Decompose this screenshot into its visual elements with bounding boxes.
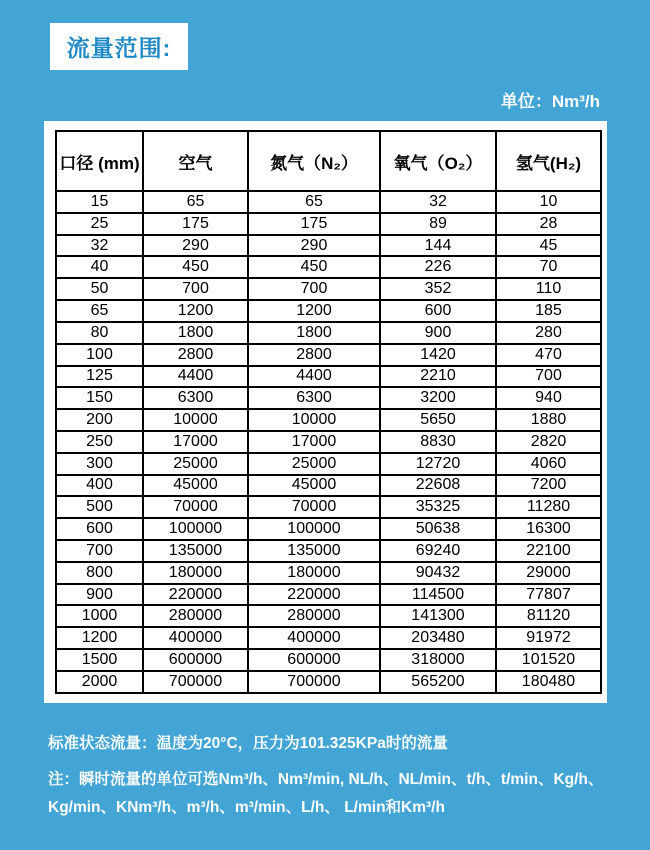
table-cell: 290 <box>248 235 380 257</box>
table-cell: 600000 <box>143 649 248 671</box>
table-cell: 3200 <box>380 387 496 409</box>
table-cell: 220000 <box>248 584 380 606</box>
column-header: 氧气（O₂） <box>380 131 496 191</box>
table-cell: 81120 <box>496 605 601 627</box>
table-cell: 91972 <box>496 627 601 649</box>
table-cell: 565200 <box>380 671 496 693</box>
note-standard-condition: 标准状态流量：温度为20°C，压力为101.325KPa时的流量 <box>48 735 448 752</box>
table-row <box>56 322 601 344</box>
table-row <box>56 300 601 322</box>
table-cell: 2210 <box>380 366 496 388</box>
table-row <box>56 191 601 213</box>
table-cell: 90432 <box>380 562 496 584</box>
note-unit-options: 注：瞬时流量的单位可选Nm³/h、Nm³/min, NL/h、NL/min、t/h、t/min、Kg/h、Kg/min、KNm³/h、m³/h、m³/min、L/h、 L/min和Km³/h <box>48 771 604 816</box>
table-cell: 17000 <box>143 431 248 453</box>
table-cell: 17000 <box>248 431 380 453</box>
table-cell: 25000 <box>248 453 380 475</box>
table-cell: 135000 <box>248 540 380 562</box>
table-cell: 1420 <box>380 344 496 366</box>
table-cell: 22100 <box>496 540 601 562</box>
table-cell: 220000 <box>143 584 248 606</box>
header-row <box>56 131 601 191</box>
table-cell: 700000 <box>248 671 380 693</box>
table-cell: 1200 <box>248 300 380 322</box>
table-panel <box>44 121 607 703</box>
table-cell: 2800 <box>248 344 380 366</box>
table-cell: 1500 <box>56 649 143 671</box>
notes-block <box>48 733 614 822</box>
table-cell: 4400 <box>143 366 248 388</box>
table-cell: 6300 <box>248 387 380 409</box>
table-cell: 100000 <box>143 518 248 540</box>
table-cell: 1200 <box>56 627 143 649</box>
table-cell: 12720 <box>380 453 496 475</box>
table-cell: 32 <box>56 235 143 257</box>
table-cell: 500 <box>56 496 143 518</box>
table-cell: 144 <box>380 235 496 257</box>
table-cell: 70 <box>496 256 601 278</box>
table-cell: 16300 <box>496 518 601 540</box>
table-row <box>56 605 601 627</box>
table-row <box>56 584 601 606</box>
table-cell: 100000 <box>248 518 380 540</box>
table-cell: 150 <box>56 387 143 409</box>
column-header: 氢气(H₂) <box>496 131 601 191</box>
table-cell: 450 <box>248 256 380 278</box>
table-cell: 10000 <box>143 409 248 431</box>
table-row <box>56 387 601 409</box>
table-cell: 226 <box>380 256 496 278</box>
table-cell: 700 <box>143 278 248 300</box>
table-row <box>56 431 601 453</box>
table-cell: 114500 <box>380 584 496 606</box>
table-cell: 900 <box>56 584 143 606</box>
table-cell: 352 <box>380 278 496 300</box>
table-cell: 2000 <box>56 671 143 693</box>
table-cell: 77807 <box>496 584 601 606</box>
table-cell: 280 <box>496 322 601 344</box>
table-cell: 45 <box>496 235 601 257</box>
table-cell: 400000 <box>248 627 380 649</box>
table-cell: 290 <box>143 235 248 257</box>
table-cell: 185 <box>496 300 601 322</box>
table-cell: 700 <box>56 540 143 562</box>
column-header: 空气 <box>143 131 248 191</box>
table-cell: 50638 <box>380 518 496 540</box>
table-cell: 175 <box>143 213 248 235</box>
table-cell: 600 <box>380 300 496 322</box>
table-cell: 700 <box>496 366 601 388</box>
table-cell: 135000 <box>143 540 248 562</box>
table-cell: 318000 <box>380 649 496 671</box>
table-row <box>56 409 601 431</box>
table-cell: 15 <box>56 191 143 213</box>
table-cell: 45000 <box>143 475 248 497</box>
table-cell: 300 <box>56 453 143 475</box>
table-row <box>56 518 601 540</box>
table-cell: 65 <box>56 300 143 322</box>
table-cell: 5650 <box>380 409 496 431</box>
table-cell: 25 <box>56 213 143 235</box>
table-row <box>56 278 601 300</box>
table-cell: 80 <box>56 322 143 344</box>
table-cell: 200 <box>56 409 143 431</box>
table-cell: 800 <box>56 562 143 584</box>
table-cell: 900 <box>380 322 496 344</box>
table-row <box>56 366 601 388</box>
table-cell: 28 <box>496 213 601 235</box>
table-cell: 7200 <box>496 475 601 497</box>
table-cell: 10 <box>496 191 601 213</box>
title-badge-text: 流量范围: <box>66 35 172 61</box>
table-cell: 203480 <box>380 627 496 649</box>
table-row <box>56 671 601 693</box>
table-cell: 600000 <box>248 649 380 671</box>
table-cell: 2820 <box>496 431 601 453</box>
table-cell: 35325 <box>380 496 496 518</box>
table-row <box>56 475 601 497</box>
table-cell: 1800 <box>143 322 248 344</box>
table-cell: 50 <box>56 278 143 300</box>
table-cell: 65 <box>248 191 380 213</box>
table-cell: 4060 <box>496 453 601 475</box>
table-cell: 25000 <box>143 453 248 475</box>
table-cell: 141300 <box>380 605 496 627</box>
table-cell: 22608 <box>380 475 496 497</box>
table-cell: 400 <box>56 475 143 497</box>
table-cell: 29000 <box>496 562 601 584</box>
table-cell: 11280 <box>496 496 601 518</box>
table-cell: 250 <box>56 431 143 453</box>
table-cell: 940 <box>496 387 601 409</box>
table-cell: 180000 <box>248 562 380 584</box>
table-cell: 69240 <box>380 540 496 562</box>
table-cell: 280000 <box>143 605 248 627</box>
table-cell: 101520 <box>496 649 601 671</box>
table-cell: 8830 <box>380 431 496 453</box>
table-row <box>56 213 601 235</box>
table-row <box>56 649 601 671</box>
table-cell: 180000 <box>143 562 248 584</box>
table-cell: 110 <box>496 278 601 300</box>
table-cell: 1800 <box>248 322 380 344</box>
table-cell: 65 <box>143 191 248 213</box>
table-row <box>56 344 601 366</box>
table-cell: 2800 <box>143 344 248 366</box>
table-row <box>56 235 601 257</box>
table-cell: 600 <box>56 518 143 540</box>
table-cell: 700 <box>248 278 380 300</box>
unit-label: 单位：Nm³/h <box>500 92 600 111</box>
table-cell: 180480 <box>496 671 601 693</box>
table-cell: 280000 <box>248 605 380 627</box>
table-cell: 4400 <box>248 366 380 388</box>
table-body <box>56 191 601 693</box>
table-row <box>56 256 601 278</box>
table-cell: 70000 <box>248 496 380 518</box>
table-cell: 450 <box>143 256 248 278</box>
table-row <box>56 453 601 475</box>
flow-range-table <box>55 130 602 694</box>
table-cell: 1000 <box>56 605 143 627</box>
table-cell: 700000 <box>143 671 248 693</box>
table-row <box>56 496 601 518</box>
table-row <box>56 562 601 584</box>
table-cell: 125 <box>56 366 143 388</box>
table-cell: 1200 <box>143 300 248 322</box>
column-header: 口径 (mm) <box>56 131 143 191</box>
table-cell: 470 <box>496 344 601 366</box>
table-cell: 40 <box>56 256 143 278</box>
table-cell: 100 <box>56 344 143 366</box>
table-cell: 6300 <box>143 387 248 409</box>
table-cell: 70000 <box>143 496 248 518</box>
table-cell: 400000 <box>143 627 248 649</box>
table-cell: 175 <box>248 213 380 235</box>
table-cell: 1880 <box>496 409 601 431</box>
table-row <box>56 627 601 649</box>
title-badge <box>50 23 188 70</box>
table-cell: 45000 <box>248 475 380 497</box>
table-row <box>56 540 601 562</box>
table-cell: 89 <box>380 213 496 235</box>
table-cell: 32 <box>380 191 496 213</box>
column-header: 氮气（N₂） <box>248 131 380 191</box>
table-cell: 10000 <box>248 409 380 431</box>
